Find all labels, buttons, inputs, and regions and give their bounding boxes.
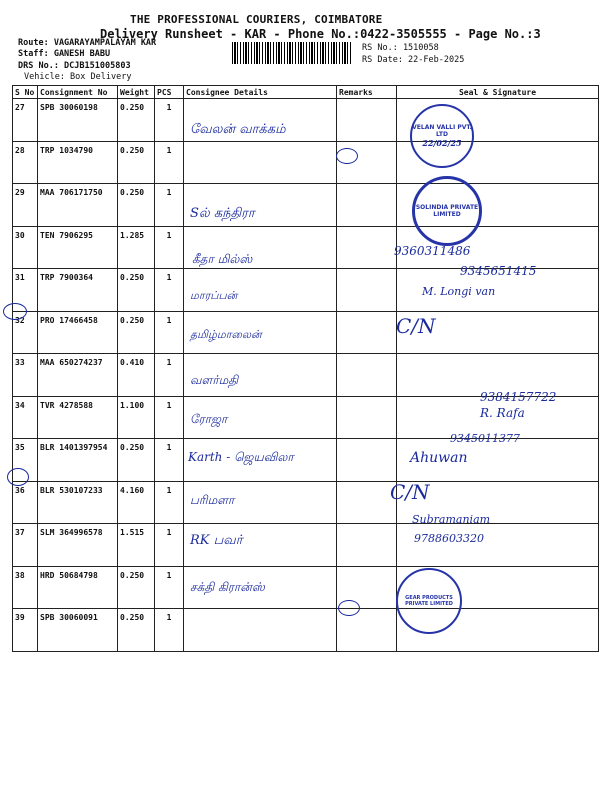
rs-number: RS No.: 1510058 (362, 43, 439, 53)
cell-consignee (184, 609, 337, 652)
cell-consignment: SPB 30060091 (38, 609, 118, 652)
cell-sno: 39 (13, 609, 38, 652)
remark-mark-28 (336, 148, 358, 164)
table-row (13, 481, 599, 524)
signature-r37-name: Subramaniam (412, 513, 491, 526)
signature-r31-phone: 9345651415 (460, 264, 537, 278)
table-header-row (13, 86, 599, 99)
col-seal: Seal & Signature (397, 86, 599, 99)
handwriting-r27: வேலன் வாக்கம் (190, 122, 286, 137)
col-weight: Weight (118, 86, 155, 99)
cell-remarks (337, 311, 397, 354)
stamp-gear (396, 568, 462, 634)
cell-remarks (337, 396, 397, 439)
signature-r35-name: Ahuwan (410, 450, 468, 466)
route-label: Route: VAGARAYAMPALAYAM KAR (18, 38, 157, 48)
cell-pcs: 1 (155, 184, 184, 227)
cell-pcs: 1 (155, 566, 184, 609)
handwriting-r33: வளர்மதி (190, 373, 239, 387)
stamp-solindia (412, 176, 482, 246)
cell-consignment: BLR 1401397954 (38, 439, 118, 482)
cell-consignment: TEN 7906295 (38, 226, 118, 269)
stamp-velan (410, 104, 474, 168)
cell-consignment: SPB 30060198 (38, 99, 118, 142)
col-consignee: Consignee Details (184, 86, 337, 99)
drs-label: DRS No.: DCJB151005803 (18, 61, 131, 71)
cell-weight: 4.160 (118, 481, 155, 524)
circle-mark-32 (3, 303, 27, 320)
cell-remarks (337, 269, 397, 312)
handwriting-r36: பரிமளா (190, 493, 235, 507)
table-row (13, 184, 599, 227)
signature-r34-phone: 9384157722 (480, 390, 557, 404)
handwriting-r30: கீதா மில்ஸ் (192, 252, 253, 266)
cell-remarks (337, 524, 397, 567)
signature-r35-phone: 9345011377 (450, 432, 520, 445)
cell-weight: 0.250 (118, 269, 155, 312)
stamp-velan-date: 22/02/25 (422, 138, 462, 148)
cell-consignment: BLR 530107233 (38, 481, 118, 524)
cell-remarks (337, 184, 397, 227)
cell-weight: 0.250 (118, 141, 155, 184)
signature-r34-name: R. Rafa (480, 406, 525, 420)
cell-weight: 0.250 (118, 566, 155, 609)
cell-pcs: 1 (155, 609, 184, 652)
cell-consignment: MAA 706171750 (38, 184, 118, 227)
table-row (13, 566, 599, 609)
cell-remarks (337, 481, 397, 524)
table-row (13, 99, 599, 142)
cell-weight: 0.250 (118, 439, 155, 482)
cell-remarks (337, 439, 397, 482)
stamp-gear-text: GEAR PRODUCTS PRIVATE LIMITED (405, 595, 453, 607)
cell-sno: 27 (13, 99, 38, 142)
table-row (13, 226, 599, 269)
cell-sno: 34 (13, 396, 38, 439)
cell-weight: 1.285 (118, 226, 155, 269)
rs-date: RS Date: 22-Feb-2025 (362, 55, 465, 65)
cell-pcs: 1 (155, 311, 184, 354)
cell-remarks (337, 99, 397, 142)
cell-pcs: 1 (155, 141, 184, 184)
cell-weight: 0.250 (118, 184, 155, 227)
cell-consignment: TRP 7900364 (38, 269, 118, 312)
cell-consignment: SLM 364996578 (38, 524, 118, 567)
cell-weight: 1.515 (118, 524, 155, 567)
cell-remarks (337, 226, 397, 269)
cell-pcs: 1 (155, 269, 184, 312)
handwriting-r37: RK பவர் (190, 533, 243, 548)
cell-sno: 28 (13, 141, 38, 184)
handwriting-r34: ரோஜா (190, 412, 228, 426)
vehicle-label: Vehicle: Box Delivery (24, 72, 132, 82)
circle-mark-36 (7, 468, 29, 486)
cell-pcs: 1 (155, 226, 184, 269)
cell-pcs: 1 (155, 99, 184, 142)
cell-weight: 0.250 (118, 311, 155, 354)
stamp-solindia-text: SOLINDIA PRIVATE LIMITED (415, 204, 479, 218)
cell-consignment: TVR 4278588 (38, 396, 118, 439)
delivery-table (12, 85, 599, 652)
cell-pcs: 1 (155, 354, 184, 397)
cell-weight: 0.250 (118, 99, 155, 142)
signature-r31-name: M. Longi van (422, 285, 496, 298)
cell-weight: 0.410 (118, 354, 155, 397)
cell-consignee (184, 141, 337, 184)
cell-sno: 31 (13, 269, 38, 312)
cell-weight: 1.100 (118, 396, 155, 439)
runsheet-title: Delivery Runsheet - KAR - Phone No.:0422-3505555 - Page No.:3 (100, 27, 541, 41)
cell-sno: 36 (13, 481, 38, 524)
handwriting-r39: சக்தி கிரான்ஸ் (190, 580, 265, 594)
handwriting-r31: மாரப்பன் (190, 289, 238, 302)
table-row (13, 141, 599, 184)
cell-sno: 33 (13, 354, 38, 397)
cell-weight: 0.250 (118, 609, 155, 652)
handwriting-r32: தமிழ்மாலைன் (190, 328, 262, 341)
handwriting-r29: Sல் கந்திரா (190, 206, 255, 221)
col-remarks: Remarks (337, 86, 397, 99)
table-row (13, 311, 599, 354)
cell-consignment: PRO 17466458 (38, 311, 118, 354)
table-row (13, 609, 599, 652)
cell-sno: 30 (13, 226, 38, 269)
cell-consignment: MAA 650274237 (38, 354, 118, 397)
handwriting-r35: Karth - ஜெயவிலா (188, 450, 294, 464)
cell-pcs: 1 (155, 524, 184, 567)
signature-r37-phone: 9788603320 (414, 532, 484, 545)
cell-pcs: 1 (155, 439, 184, 482)
cell-consignment: HRD 50684798 (38, 566, 118, 609)
staff-label: Staff: GANESH BABU (18, 49, 111, 59)
cell-pcs: 1 (155, 481, 184, 524)
col-pcs: PCS (155, 86, 184, 99)
barcode (232, 42, 352, 64)
signature-r32: C/N (396, 314, 436, 338)
col-consignment: Consignment No (38, 86, 118, 99)
cell-sno: 37 (13, 524, 38, 567)
cell-sno: 38 (13, 566, 38, 609)
company-title: THE PROFESSIONAL COURIERS, COIMBATORE (130, 13, 383, 26)
cell-sno: 35 (13, 439, 38, 482)
cell-sno: 29 (13, 184, 38, 227)
cell-remarks (337, 354, 397, 397)
signature-r30: 9360311486 (394, 244, 471, 258)
cell-consignment: TRP 1034790 (38, 141, 118, 184)
remark-mark-39 (338, 600, 360, 616)
col-sno: S No (13, 86, 38, 99)
cell-sno: 32 (13, 311, 38, 354)
cell-pcs: 1 (155, 396, 184, 439)
stamp-velan-text: VELAN VALLI PVT. LTD (412, 124, 472, 138)
table-row (13, 524, 599, 567)
signature-r36: C/N (390, 480, 430, 504)
